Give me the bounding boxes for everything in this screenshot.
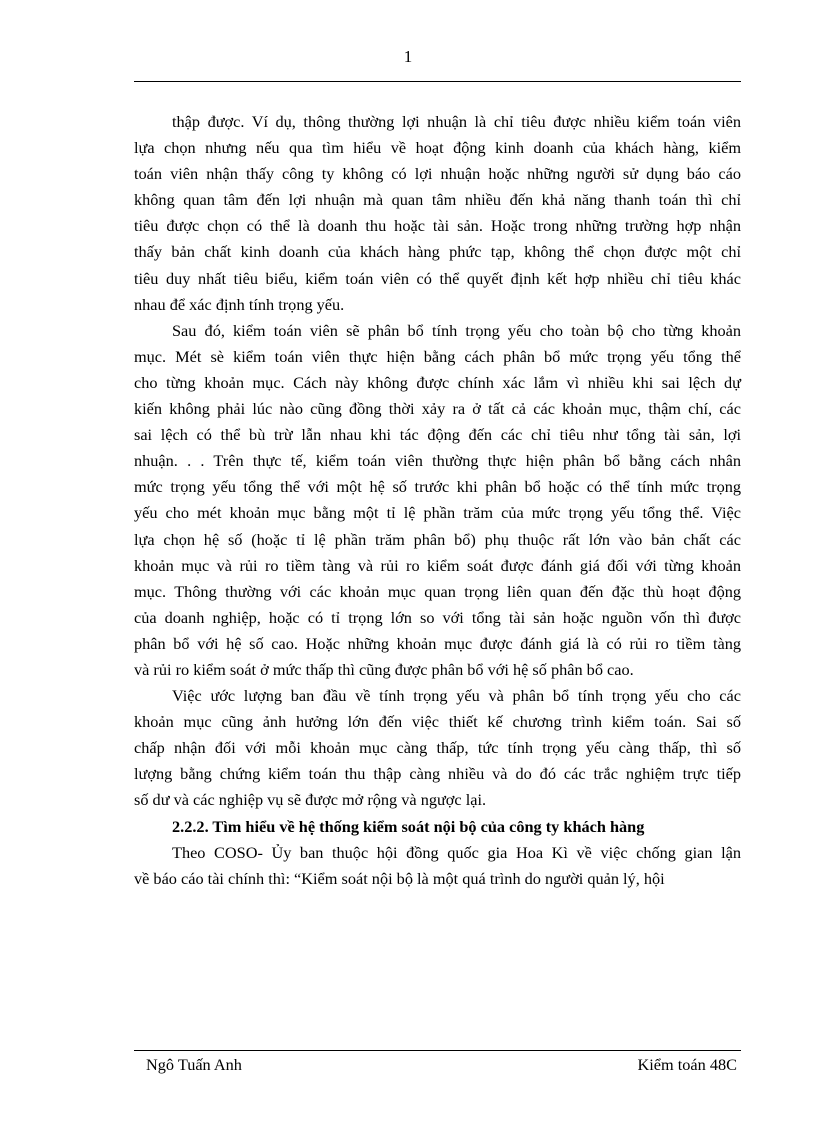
text-line: thập được. Ví dụ, thông thường lợi nhuận là chỉ tiêu được nhiều kiểm toán viên bbox=[172, 112, 741, 131]
text-line: mức trọng yếu tổng thể với một hệ số trước khi phân bổ hoặc có thể tính mức trọng bbox=[134, 477, 741, 497]
text-line: mục. Thông thường với các khoản mục quan trọng liên quan đến đặc thù hoạt động bbox=[134, 581, 741, 601]
page-number: 1 bbox=[403, 47, 413, 66]
text-line: lượng bằng chứng kiểm toán thu thập càng nhiều và do đó các trắc nghiệm trực tiếp bbox=[134, 764, 741, 784]
text-line: nhuận. . . Trên thực tế, kiểm toán viên thường thực hiện phân bổ bằng cách nhân bbox=[134, 451, 741, 471]
section-heading: 2.2.2. Tìm hiểu về hệ thống kiểm soát nội bộ của công ty khách hàng bbox=[172, 816, 645, 836]
text-line: và rủi ro kiểm soát ở mức thấp thì cũng được phân bổ với hệ số phân bổ cao. bbox=[134, 659, 634, 679]
text-line: tiêu duy nhất tiêu biểu, kiểm toán viên có thể quyết định kết hợp nhiều chỉ tiêu khác bbox=[134, 268, 741, 288]
text-line: số dư và các nghiệp vụ sẽ được mở rộng và ngược lại. bbox=[134, 790, 487, 810]
text-line: toán viên nhận thấy công ty không có lợi nhuận hoặc những người sử dụng báo cáo bbox=[134, 164, 741, 184]
text-line: sai lệch có thể bù trừ lẫn nhau khi tác động đến các chỉ tiêu như tổng tài sản, lợi bbox=[134, 425, 741, 445]
footer-author: Ngô Tuấn Anh bbox=[146, 1055, 242, 1074]
text-line: của doanh nghiệp, hoặc có tỉ trọng lớn so với tổng tài sản hoặc nguồn vốn thì được bbox=[134, 607, 741, 627]
text-line: không quan tâm đến lợi nhuận mà quan tâm nhiều đến khả năng thanh toán thì chỉ bbox=[134, 190, 741, 210]
text-line: thấy bản chất kinh doanh của khách hàng phức tạp, không thể chọn được một chỉ bbox=[134, 242, 741, 262]
text-line: chấp nhận đối với mỗi khoản mục càng thấp, tức tính trọng yếu càng thấp, thì số bbox=[134, 738, 741, 758]
text-line: kiến không phải lúc nào cũng đồng thời xảy ra ở tất cả các khoản mục, thậm chí, các bbox=[134, 399, 741, 419]
text-line: khoản mục cũng ảnh hưởng lớn đến việc thiết kế chương trình kiểm toán. Sai số bbox=[134, 712, 741, 732]
text-line: Theo COSO- Ủy ban thuộc hội đồng quốc gia Hoa Kì về việc chống gian lận bbox=[172, 842, 741, 862]
text-line: cho từng khoản mục. Cách này không được chính xác lắm vì nhiều khi sai lệch dự bbox=[134, 372, 741, 392]
text-line: lựa chọn nhưng nếu qua tìm hiểu về hoạt động kinh doanh của khách hàng, kiểm bbox=[134, 138, 741, 158]
text-line: tiêu được chọn có thể là doanh thu hoặc tài sản. Hoặc trong những trường hợp nhận bbox=[134, 216, 741, 236]
text-line: mục. Mét sè kiểm toán viên thực hiện bằng cách phân bổ mức trọng yếu tổng thể bbox=[134, 346, 741, 366]
text-line: nhau để xác định tính trọng yếu. bbox=[134, 294, 345, 314]
text-line: Việc ước lượng ban đầu về tính trọng yếu và phân bổ tính trọng yếu cho các bbox=[172, 686, 741, 706]
text-line: Sau đó, kiểm toán viên sẽ phân bổ tính trọng yếu cho toàn bộ cho từng khoản bbox=[172, 320, 741, 340]
text-line: phân bổ với hệ số cao. Hoặc những khoản mục được đánh giá là có rủi ro tiềm tàng bbox=[134, 633, 741, 653]
text-line: yếu cho mét khoản mục bằng một tỉ lệ phần trăm của mức trọng yếu tổng thể. Việc bbox=[134, 503, 741, 523]
header-rule bbox=[134, 81, 741, 82]
text-line: lựa chọn hệ số (hoặc tỉ lệ phần trăm phân bổ) phụ thuộc rất lớn vào bản chất các bbox=[134, 529, 741, 549]
footer-rule bbox=[134, 1050, 741, 1051]
document-body bbox=[134, 109, 741, 892]
text-line: khoản mục và rủi ro tiềm tàng và rủi ro kiểm soát được đánh giá đối với từng khoản bbox=[134, 555, 741, 575]
text-line: về báo cáo tài chính thì: “Kiểm soát nội bộ là một quá trình do người quản lý, hội bbox=[134, 868, 665, 888]
footer-course: Kiểm toán 48C bbox=[637, 1055, 737, 1074]
